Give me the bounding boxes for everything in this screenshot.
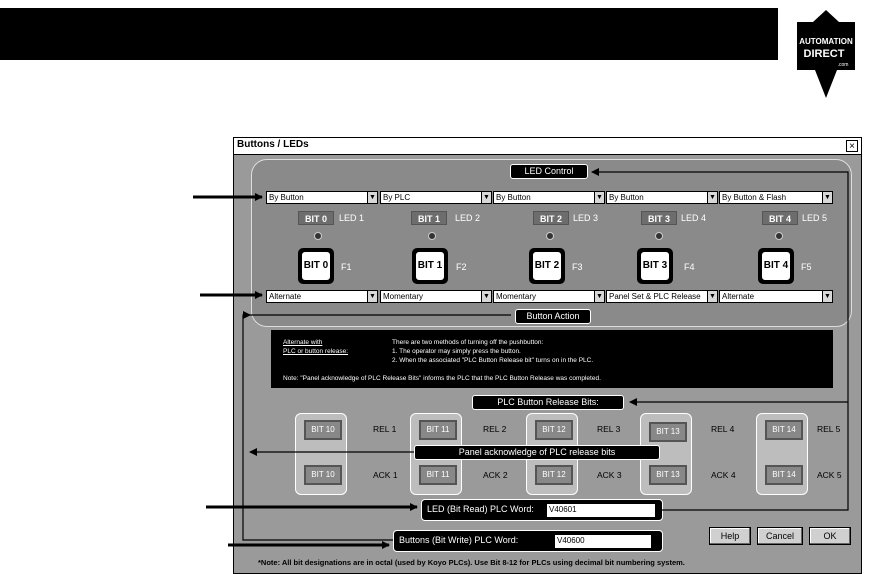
led-mode-value-1: By Button — [269, 193, 304, 202]
logo-line2: DIRECT — [803, 48, 845, 60]
button-action-value-3: Momentary — [496, 292, 537, 301]
led-name-2: LED 2 — [455, 213, 481, 223]
led-bit-label-2: BIT 1 — [411, 211, 447, 225]
chevron-down-icon: ▼ — [594, 291, 604, 302]
info-note: Note: "Panel acknowledge of PLC Release Bits" informs the PLC that the PLC Button Release was completed. — [283, 375, 601, 382]
ack-bit-1[interactable]: BIT 10 — [304, 465, 342, 485]
close-button[interactable]: × — [846, 140, 858, 152]
led-mode-value-4: By Button — [609, 193, 644, 202]
chevron-down-icon: ▼ — [822, 291, 832, 302]
release-bit-5[interactable]: BIT 14 — [765, 420, 803, 440]
led-name-1: LED 1 — [339, 213, 365, 223]
led-bit-label-1: BIT 0 — [298, 211, 334, 225]
ack-label-2: ACK 2 — [483, 470, 508, 480]
fkey-label-4: F4 — [684, 262, 695, 272]
led-name-3: LED 3 — [573, 213, 599, 223]
release-bit-3[interactable]: BIT 12 — [535, 420, 573, 440]
led-word-label: LED (Bit Read) PLC Word: — [427, 504, 534, 514]
led-mode-value-3: By Button — [496, 193, 531, 202]
ack-bit-5[interactable]: BIT 14 — [765, 465, 803, 485]
led-name-5: LED 5 — [802, 213, 828, 223]
info-left-line2: PLC or button release: — [283, 348, 349, 355]
led-bit-label-4: BIT 3 — [641, 211, 677, 225]
button-action-value-1: Alternate — [269, 292, 302, 301]
button-action-value-4: Panel Set & PLC Release — [609, 292, 701, 301]
led-mode-value-5: By Button & Flash — [722, 193, 787, 202]
buttons-word-label: Buttons (Bit Write) PLC Word: — [399, 535, 519, 545]
ok-button[interactable]: OK — [809, 527, 851, 545]
led-mode-value-2: By PLC — [383, 193, 411, 202]
button-action-value-2: Momentary — [383, 292, 424, 301]
info-line1: There are two methods of turning off the pushbutton: — [392, 339, 544, 346]
chevron-down-icon: ▼ — [707, 192, 717, 203]
chevron-down-icon: ▼ — [481, 291, 491, 302]
chevron-down-icon: ▼ — [822, 192, 832, 203]
release-bits-header: PLC Button Release Bits: — [472, 395, 624, 410]
led-bit-label-5: BIT 4 — [762, 211, 798, 225]
function-button-label-3: BIT 2 — [533, 252, 561, 280]
release-label-4: REL 4 — [711, 424, 735, 434]
ack-label-3: ACK 3 — [597, 470, 622, 480]
logo-suffix: .com — [837, 62, 849, 68]
ack-label-1: ACK 1 — [373, 470, 398, 480]
chevron-down-icon: ▼ — [367, 192, 377, 203]
ack-bit-4[interactable]: BIT 13 — [649, 465, 687, 485]
button-action-header: Button Action — [515, 309, 591, 324]
release-label-1: REL 1 — [373, 424, 397, 434]
info-line2: 1. The operator may simply press the button. — [392, 348, 521, 355]
footnote: *Note: All bit designations are in octal (used by Koyo PLCs). Use Bit 8-12 for PLCs using decimal bit numbering system. — [258, 558, 685, 567]
info-left-line1: Alternate with — [283, 339, 323, 346]
help-button[interactable]: Help — [709, 527, 751, 545]
fkey-label-5: F5 — [801, 262, 812, 272]
fkey-label-3: F3 — [572, 262, 583, 272]
release-bit-4[interactable]: BIT 13 — [649, 422, 687, 442]
cancel-button[interactable]: Cancel — [757, 527, 803, 545]
line-led-word-to-control — [592, 172, 848, 510]
release-bit-2[interactable]: BIT 11 — [419, 420, 457, 440]
release-bit-1[interactable]: BIT 10 — [304, 420, 342, 440]
chevron-down-icon: ▼ — [594, 192, 604, 203]
led-name-4: LED 4 — [681, 213, 707, 223]
function-button-label-1: BIT 0 — [302, 252, 330, 280]
button-action-value-5: Alternate — [722, 292, 755, 301]
logo-line1: AUTOMATION — [799, 37, 853, 46]
ack-label-4: ACK 4 — [711, 470, 736, 480]
ack-bit-3[interactable]: BIT 12 — [535, 465, 573, 485]
chevron-down-icon: ▼ — [707, 291, 717, 302]
info-line3: 2. When the associated "PLC Button Release bit" turns on in the PLC. — [392, 357, 594, 364]
dialog-title: Buttons / LEDs — [237, 139, 309, 150]
led-control-header: LED Control — [510, 164, 588, 179]
release-label-5: REL 5 — [817, 424, 841, 434]
chevron-down-icon: ▼ — [367, 291, 377, 302]
buttons-word-input[interactable]: V40600 — [554, 534, 652, 549]
led-bit-label-3: BIT 2 — [533, 211, 569, 225]
fkey-label-1: F1 — [341, 262, 352, 272]
release-label-2: REL 2 — [483, 424, 507, 434]
function-button-label-5: BIT 4 — [762, 252, 790, 280]
led-word-input[interactable]: V40601 — [546, 503, 656, 518]
function-button-label-4: BIT 3 — [641, 252, 669, 280]
fkey-label-2: F2 — [456, 262, 467, 272]
chevron-down-icon: ▼ — [481, 192, 491, 203]
panel-ack-header: Panel acknowledge of PLC release bits — [414, 445, 660, 460]
ack-label-5: ACK 5 — [817, 470, 842, 480]
ack-bit-2[interactable]: BIT 11 — [419, 465, 457, 485]
function-button-label-2: BIT 1 — [416, 252, 444, 280]
release-label-3: REL 3 — [597, 424, 621, 434]
